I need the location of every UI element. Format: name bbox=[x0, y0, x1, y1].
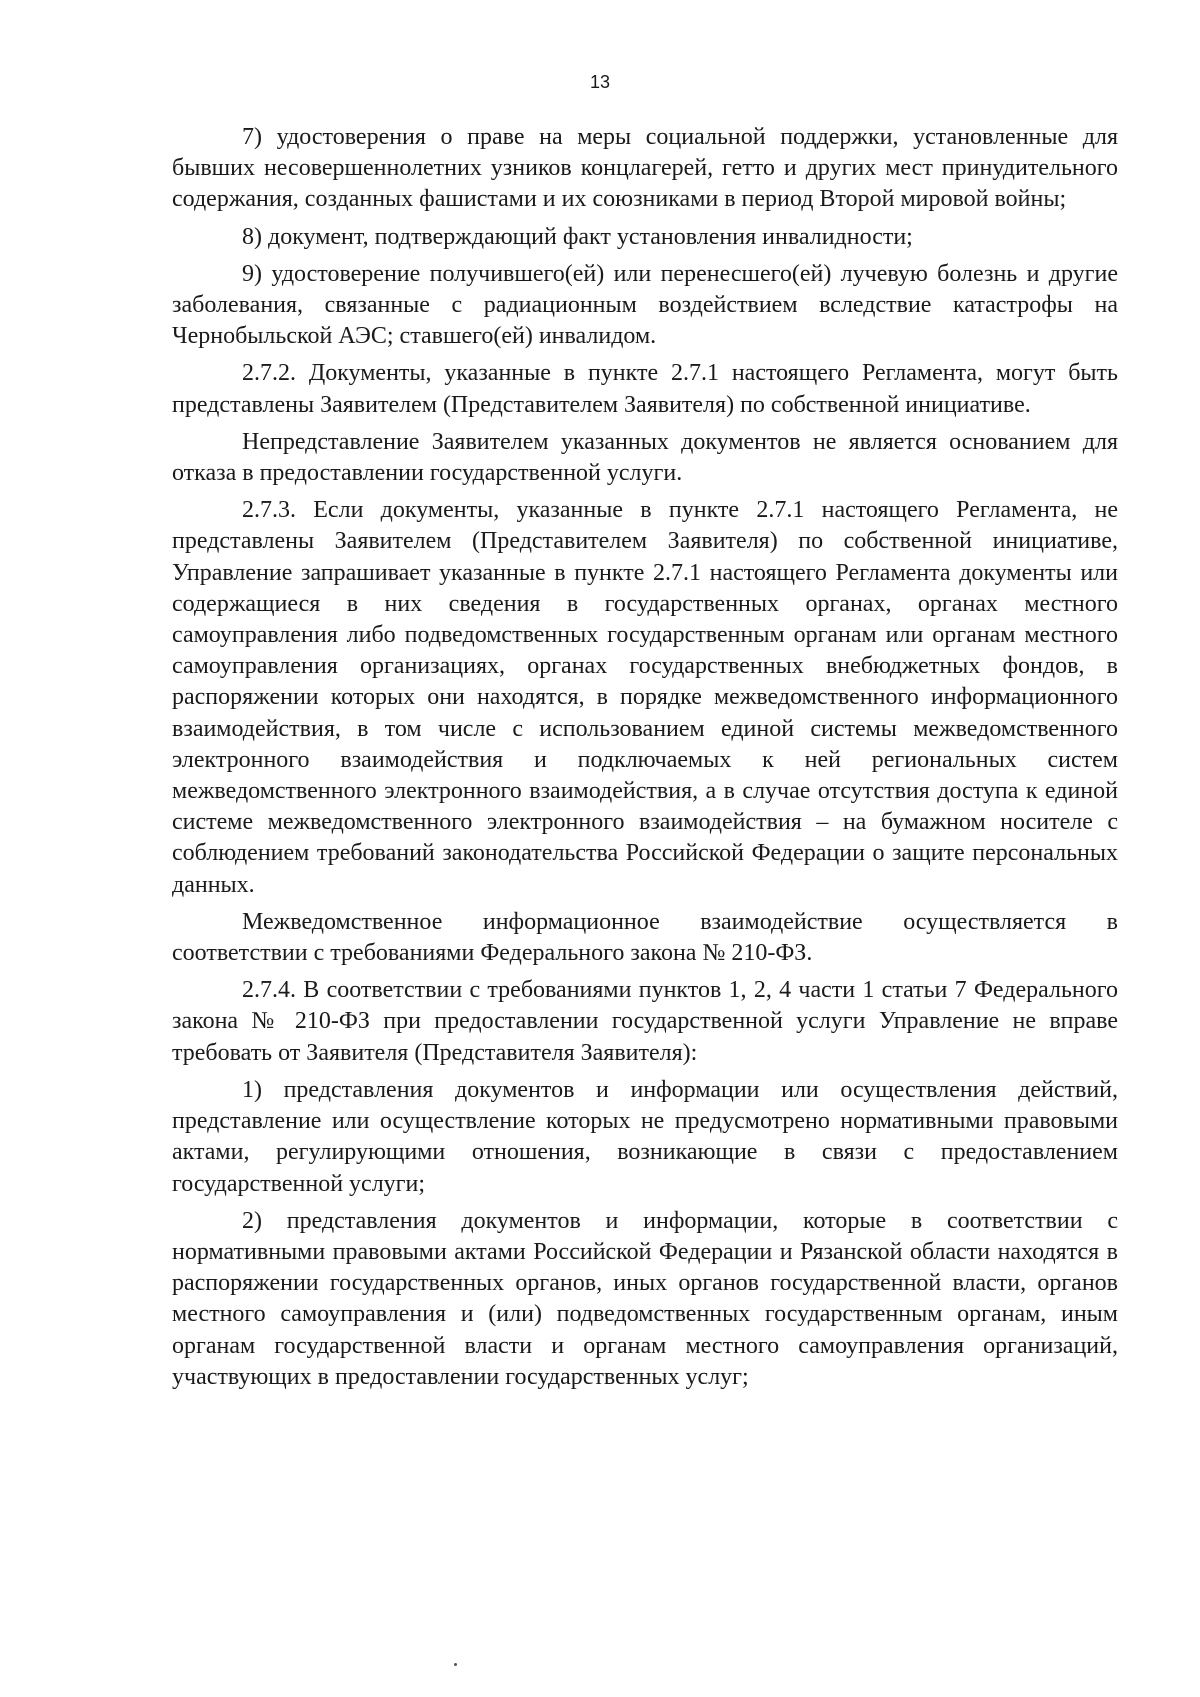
paragraph-2-7-2: 2.7.2. Документы, указанные в пункте 2.7.1 настоящего Регламента, могут быть представлены Заявителем (Представителем Заявителя) по собственной инициативе. bbox=[172, 360, 1118, 418]
document-body bbox=[172, 122, 1118, 1399]
paragraph-interagency: Межведомственное информационное взаимодействие осуществляется в соответствии с требованиями Федерального закона № 210-ФЗ. bbox=[172, 908, 1118, 967]
paragraph-item-2: 2) представления документов и информации, которые в соответствии с нормативными правовыми актами Российской Федерации и Рязанской области находятся в распоряжении государственных органов, иных органов государственной власти, органов местного самоуправления и (или) подведомственных государственным органам, иным органам государственной власти и органам местного самоуправления организаций, участвующих в предоставлении государственных услуг; bbox=[172, 1207, 1118, 1390]
scan-speck bbox=[454, 1663, 457, 1666]
paragraph-item-8: 8) документ, подтверждающий факт установления инвалидности; bbox=[242, 223, 913, 250]
paragraph-item-9: 9) удостоверение получившего(ей) или перенесшего(ей) лучевую болезнь и другие заболевания, связанные с радиационным воздействием вследствие катастрофы на Чернобыльской АЭС; ставшего(ей) инвалидом. bbox=[172, 260, 1118, 350]
paragraph-item-7: 7) удостоверения о праве на меры социальной поддержки, установленные для бывших несовершеннолетних узников концлагерей, гетто и других мест принудительного содержания, созданных фашистами и их союзниками в период Второй мировой войны; bbox=[172, 124, 1118, 213]
page-number: 13 bbox=[589, 72, 611, 92]
paragraph-2-7-3: 2.7.3. Если документы, указанные в пункте 2.7.1 настоящего Регламента, не представлены Заявителем (Представителем Заявителя) по собственной инициативе, Управление запрашивает указанные в пункте 2.7.1 настоящего Регламента документы или содержащиеся в них сведения в государственных органах, органах местного самоуправления либо подведомственных государственным органам или органам местного самоуправления организациях, органах государственных внебюджетных фондов, в распоряжении которых они находятся, в порядке межведомственного информационного взаимодействия, в том числе с использованием единой системы межведомственного электронного взаимодействия и подключаемых к ней региональных систем межведомственного электронного взаимодействия, а в случае отсутствия доступа к единой системе межведомственного электронного взаимодействия – на бумажном носителе с соблюдением требований законодательства Российской Федерации о защите персональных данных. bbox=[172, 497, 1118, 898]
paragraph-item-1: 1) представления документов и информации или осуществления действий, представление или осуществление которых не предусмотрено нормативными правовыми актами, регулирующими отношения, возникающие в связи с предоставлением государственной услуги; bbox=[172, 1076, 1118, 1197]
paragraph-non-submission: Непредставление Заявителем указанных документов не является основанием для отказа в предоставлении государственной услуги. bbox=[172, 428, 1118, 487]
paragraph-2-7-4: 2.7.4. В соответствии с требованиями пунктов 1, 2, 4 части 1 статьи 7 Федерального закона № 210-ФЗ при предоставлении государственной услуги Управление не вправе требовать от Заявителя (Представителя Заявителя): bbox=[172, 977, 1118, 1066]
